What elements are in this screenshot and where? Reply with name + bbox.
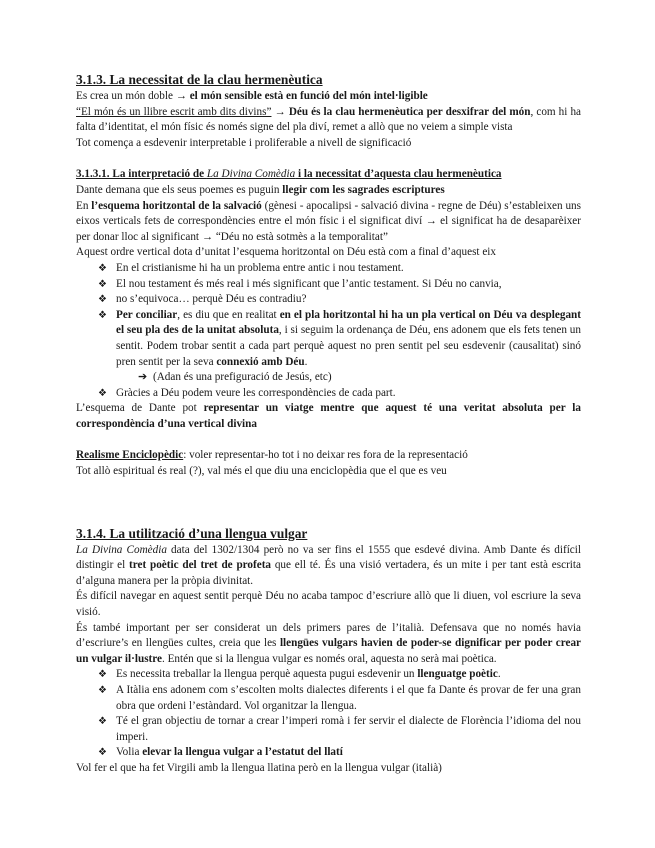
italic-title: La Divina Comèdia xyxy=(76,543,167,556)
list-item xyxy=(98,386,581,402)
sub-item xyxy=(76,370,581,386)
diamond-bullet-icon: ❖ xyxy=(98,685,107,696)
text: data del 1302/1304 però no va ser fins el 1555 que esdevé divina. Amb Dante és difícil distingir el xyxy=(76,543,581,572)
text: Dante demana que els seus poemes es puguin xyxy=(76,183,283,196)
diamond-bullet-icon: ❖ xyxy=(98,309,107,321)
text: 3.1.3.1. La interpretació de xyxy=(76,168,207,181)
text: (Adan és una prefiguració de Jesús, etc) xyxy=(152,371,332,384)
text: Volia xyxy=(116,746,143,759)
text: . xyxy=(304,355,308,368)
paragraph: És difícil navegar en aquest sentit perquè Déu no acaba tampoc d’escriure allò que li diuen, vol escriure la seva visió. xyxy=(76,590,581,619)
bullet-list xyxy=(76,261,581,370)
document-page xyxy=(76,71,581,777)
text: que ell té. És una visió vertadera, és un mite i per tant està escrita d’alguna manera per la pròpia divinitat. xyxy=(76,559,581,587)
text: , es diu que en realitat xyxy=(177,308,280,321)
diamond-bullet-icon: ❖ xyxy=(98,747,107,759)
bold-text: tret poètic del tret de profeta xyxy=(128,559,272,572)
text: “Déu no està sotmès a la temporalitat” xyxy=(213,230,388,243)
text: Gràcies a Déu podem veure les correspondències de cada part. xyxy=(116,386,396,399)
text: Té el gran objectiu de tornar a crear l’imperi romà i fer servir el dialecte de Florència l’idioma del nou imperi. xyxy=(116,715,581,743)
bold-underlined-term: Realisme Enciclopèdic xyxy=(76,449,184,462)
section-heading-3-1-4: 3.1.4. La utilització d’una llengua vulgar xyxy=(76,525,308,541)
diamond-bullet-icon: ❖ xyxy=(98,262,107,274)
paragraph xyxy=(76,543,581,590)
bold-text: elevar la llengua vulgar a l’estatut del llatí xyxy=(142,746,343,759)
paragraph: Tot comença a esdevenir interpretable i proliferable a nivell de significació xyxy=(76,136,412,149)
list-item xyxy=(98,667,581,683)
diamond-bullet-icon: ❖ xyxy=(98,387,107,399)
bold-text: el món sensible està en funció del món intel·ligible xyxy=(186,90,428,102)
arrow: → xyxy=(425,215,437,228)
list-item xyxy=(98,292,581,308)
paragraph: Aquest ordre vertical dota d’unitat l’esquema horitzontal on Déu està com a final d’aquest eix xyxy=(76,246,497,259)
list-item xyxy=(98,261,581,277)
text: Es necessita treballar la llengua perquè aquesta pugui esdevenir un xyxy=(116,668,418,681)
paragraph xyxy=(76,183,581,199)
text: En xyxy=(76,199,92,212)
list-item xyxy=(98,714,581,745)
bold-text: llenguatge poètic xyxy=(417,668,498,681)
list-item xyxy=(98,745,581,761)
arrow: → xyxy=(201,230,214,243)
paragraph xyxy=(76,621,581,668)
text: (gènesi - apocalipsi - salvació divina - regne de Déu) s’estableixen uns eixos verticals fets de correspondències entre el món físic i el significat diví xyxy=(76,199,581,228)
diamond-bullet-icon: ❖ xyxy=(98,716,107,728)
arrow: → xyxy=(271,105,289,118)
list-item xyxy=(98,308,581,370)
text: Es crea un món doble xyxy=(76,90,176,102)
text: , com hi ha falta d’identitat, el món físic és només signe del pla diví, remet a allò que no veiem a simple vista xyxy=(76,105,582,134)
text: A Itàlia ens adonem com s’escolten molts dialectes diferents i el que fa Dante és provar de fer una gran obra que ordeni l’estàndard. Vol organitzar la llengua. xyxy=(116,684,581,712)
list-item xyxy=(98,277,581,293)
paragraph xyxy=(76,105,581,136)
underlined-quote: “El món és un llibre escrit amb dits divins” xyxy=(76,105,272,118)
text: . xyxy=(497,668,501,681)
text: En el cristianisme hi ha un problema entre antic i nou testament. xyxy=(116,261,404,274)
paragraph xyxy=(76,401,581,432)
paragraph: Tot allò espiritual és real (?), val més el que diu una enciclopèdia que el que es veu xyxy=(76,465,447,478)
text: i la necessitat d’aquesta clau hermenèutica xyxy=(295,168,502,181)
text: El nou testament és més real i més significant que l’antic testament. Si Déu no canvia, xyxy=(116,277,502,290)
bold-text: llengües vulgars havien de poder-se dignificar per poder crear un vulgar il·lustre xyxy=(76,637,582,665)
diamond-bullet-icon: ❖ xyxy=(98,669,107,681)
text: L’esquema de Dante pot xyxy=(76,402,204,415)
text: : voler representar-ho tot i no deixar res fora de la representació xyxy=(183,449,468,462)
bullet-list xyxy=(76,386,581,402)
bold-text: l’esquema horitzontal de la salvació xyxy=(91,199,262,212)
italic-title: La Divina Comèdia xyxy=(206,168,296,181)
subsection-heading-3-1-3-1 xyxy=(76,167,581,183)
arrow-bullet-icon: ➔ xyxy=(138,371,148,384)
arrow: → xyxy=(175,90,187,102)
bold-text: Déu és la clau hermenèutica per desxifrar del món xyxy=(288,105,531,118)
section-heading-3-1-3: 3.1.3. La necessitat de la clau hermenèutica xyxy=(76,72,323,87)
text: És també important per ser considerat un dels primers pares de l’italià. Defensava que no només havia d’escriure’s en llengües cultes, creia que les xyxy=(76,621,581,650)
list-item xyxy=(98,683,581,714)
text: no s’equivoca… perquè Déu es contradiu? xyxy=(116,293,307,306)
diamond-bullet-icon: ❖ xyxy=(98,294,107,306)
diamond-bullet-icon: ❖ xyxy=(98,278,107,290)
paragraph xyxy=(76,89,581,105)
text: el significat ha de desaparèixer per donar lloc al significant xyxy=(76,215,581,243)
paragraph xyxy=(76,448,581,464)
bold-text: representar un viatge mentre que aquest té una veritat absoluta per la correspondència d’una vertical divina xyxy=(76,402,581,430)
bold-text: en el pla horitzontal hi ha un pla vertical on Déu va desplegant el seu pla des de la unitat absoluta xyxy=(116,308,581,337)
bullet-list xyxy=(76,667,581,761)
text: . Entén que si la llengua vulgar es només oral, aquesta no serà mai poètica. xyxy=(162,652,497,665)
bold-text: Per conciliar xyxy=(116,308,178,321)
text: , i si seguim la ordenança de Déu, ens adonem que els fets tenen un sentit. Podem trobar sentit a cada part perquè aquest no pren sentit pel seu esdevenir (causalitat) sinó pren sentit per la seva xyxy=(116,324,581,368)
paragraph: Vol fer el que ha fet Virgili amb la llengua llatina però en la llengua vulgar (italià) xyxy=(76,761,442,774)
paragraph xyxy=(76,199,581,246)
bold-text: llegir com les sagrades escriptures xyxy=(282,183,445,196)
bold-text: connexió amb Déu xyxy=(216,355,305,368)
